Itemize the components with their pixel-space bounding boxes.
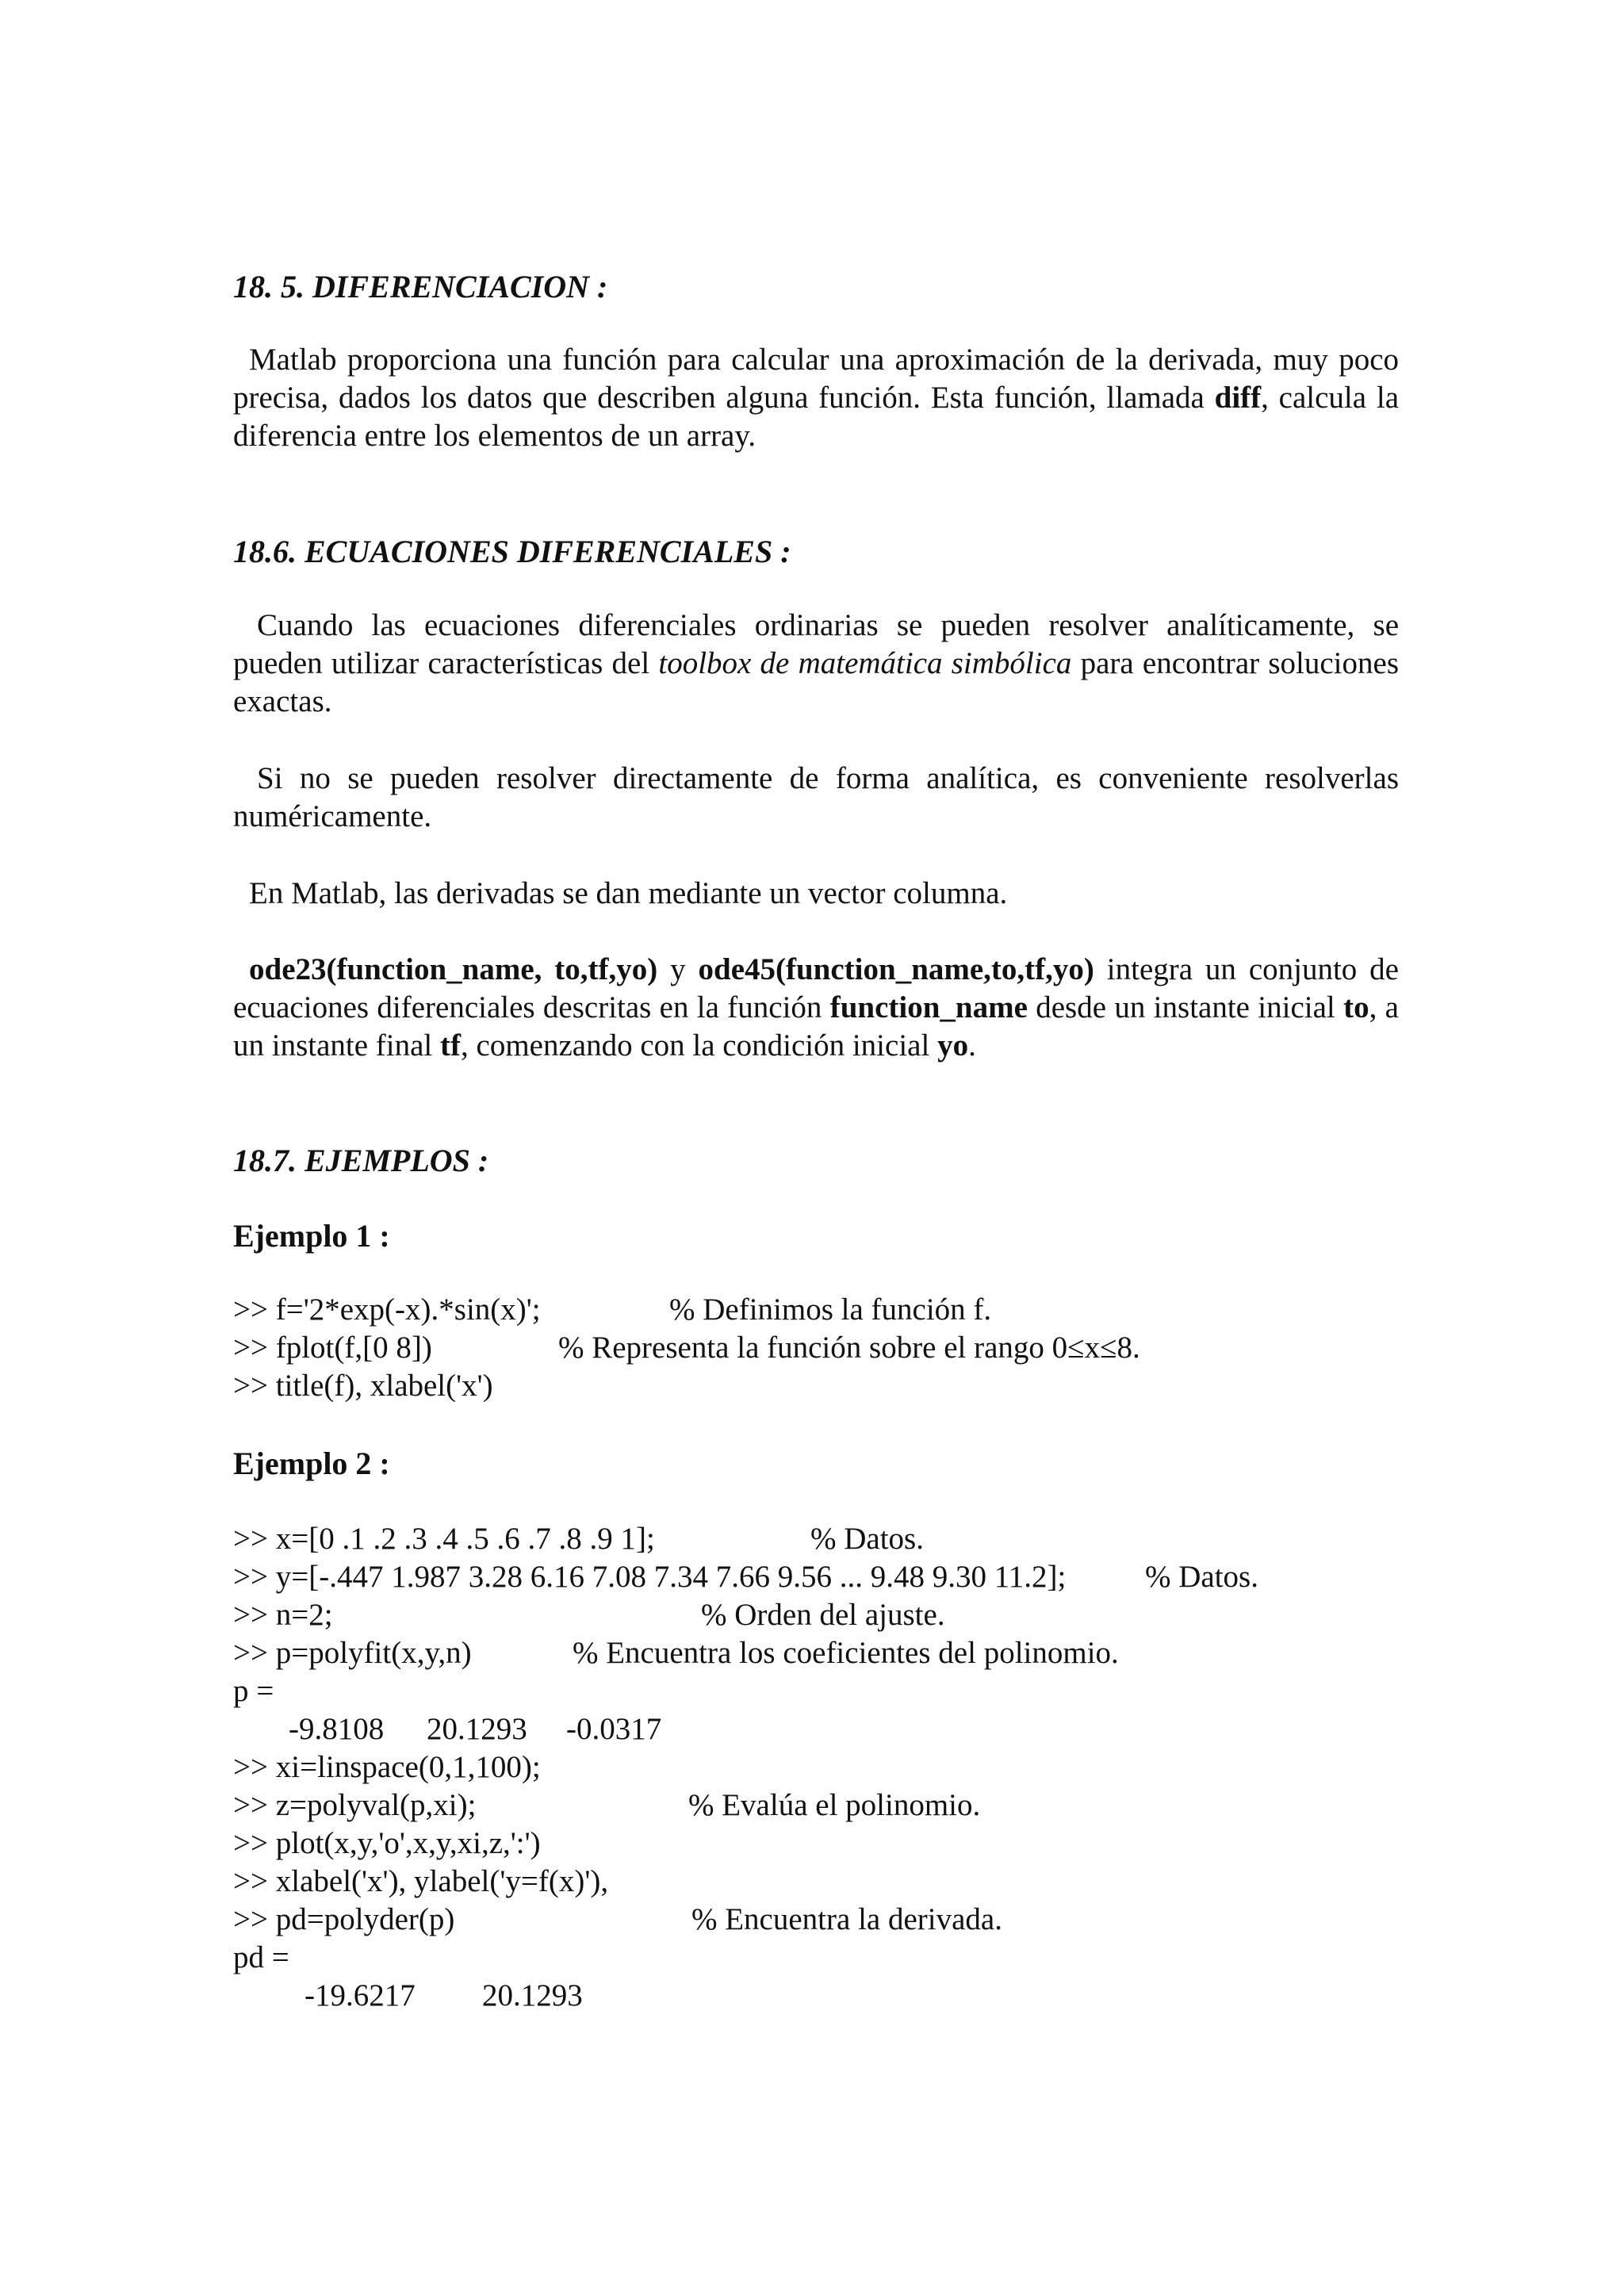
example-2-title: Ejemplo 2 : [233,1446,390,1481]
code-line: >> z=polyval(p,xi); % Evalúa el polinomio. [233,1788,981,1822]
heading-diferenciacion: 18. 5. DIFERENCIACION : [233,269,608,304]
code-line: >> f='2*exp(-x).*sin(x)'; % Definimos la función f. [233,1293,992,1327]
example-1-code [233,1291,1502,1405]
code-line: >> y=[-.447 1.987 3.28 6.16 7.08 7.34 7.66 9.56 ... 9.48 9.30 11.2]; % Datos. [233,1560,1258,1594]
paragraph-ode-functions: ode23(function_name, to,tf,yo) y ode45(function_name,to,tf,yo) integra un conjunto de ecuaciones diferenciales descritas en la función function_name desde un instante inicial to, a un instante final tf, comenzando con la condición inicial yo. [233,952,1399,1063]
toolbox-name: toolbox de matemática simbólica [658,646,1072,680]
code-line: >> x=[0 .1 .2 .3 .4 .5 .6 .7 .8 .9 1]; % Datos. [233,1522,924,1556]
paragraph-ode-numeric: Si no se pueden resolver directamente de forma analítica, es conveniente resolverlas numéricamente. [233,761,1399,833]
function-ode45: ode45(function_name,to,tf,yo) [698,952,1094,986]
keyword-diff: diff [1214,381,1262,415]
code-line: p = [233,1674,274,1708]
code-line: >> pd=polyder(p) % Encuentra la derivada. [233,1902,1002,1936]
code-line: pd = [233,1940,289,1974]
example-2-code [233,1520,1502,2015]
result-values: -9.8108 20.1293 -0.0317 [289,1712,662,1746]
function-ode23: ode23(function_name, to,tf,yo) [249,952,658,986]
code-line: >> plot(x,y,'o',x,y,xi,z,':') [233,1826,541,1860]
code-line: >> title(f), xlabel('x') [233,1369,493,1403]
code-line: >> p=polyfit(x,y,n) % Encuentra los coeficientes del polinomio. [233,1636,1119,1670]
result-values: -19.6217 20.1293 [304,1978,583,2013]
code-line: >> xlabel('x'), ylabel('y=f(x)'), [233,1864,609,1898]
code-line: >> xi=linspace(0,1,100); [233,1750,541,1784]
heading-ecuaciones-diferenciales: 18.6. ECUACIONES DIFERENCIALES : [233,534,791,569]
code-line: >> fplot(f,[0 8]) % Representa la función sobre el rango 0≤x≤8. [233,1331,1140,1365]
code-line: >> n=2; % Orden del ajuste. [233,1598,945,1632]
example-1-title: Ejemplo 1 : [233,1218,390,1254]
paragraph-diff: Matlab proporciona una función para calcular una aproximación de la derivada, muy poco precisa, dados los datos que describen alguna función. Esta función, llamada diff, calcula la diferencia entre los elementos de un array. [233,343,1400,453]
paragraph-ode-intro: Cuando las ecuaciones diferenciales ordinarias se pueden resolver analíticamente, se pueden utilizar características del toolbox de matemática simbólica para encontrar soluciones exactas. [233,608,1399,718]
paragraph-ode-vector: En Matlab, las derivadas se dan mediante un vector columna. [249,876,1008,910]
heading-ejemplos: 18.7. EJEMPLOS : [233,1143,489,1178]
